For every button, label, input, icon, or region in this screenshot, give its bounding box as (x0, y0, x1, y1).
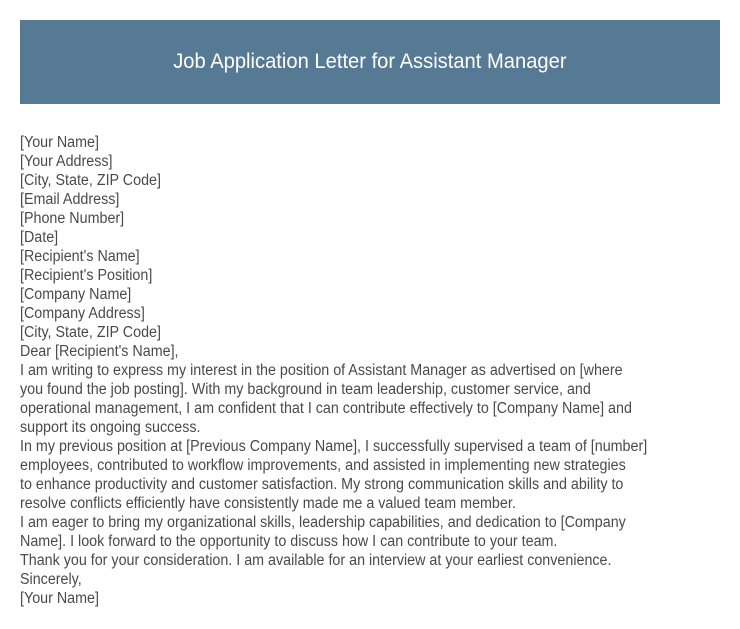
sender-name: [Your Name] (20, 134, 99, 151)
letter-body (20, 133, 730, 608)
sender-address: [Your Address] (20, 153, 113, 170)
recipient-block (20, 247, 730, 342)
closing: Sincerely, (20, 571, 82, 588)
paragraph-line: you found the job posting]. With my background in team leadership, customer service, and (20, 381, 591, 398)
paragraph-line: I am eager to bring my organizational skills, leadership capabilities, and dedication to [Company (20, 514, 626, 531)
paragraph-motivation (20, 513, 730, 551)
paragraph-line: I am writing to express my interest in the position of Assistant Manager as advertised on [where (20, 362, 623, 379)
sender-phone: [Phone Number] (20, 210, 125, 227)
recipient-company-address: [Company Address] (20, 305, 145, 322)
sender-email: [Email Address] (20, 191, 120, 208)
recipient-name: [Recipient's Name] (20, 248, 140, 265)
paragraph-line: resolve conflicts efficiently have consistently made me a valued team member. (20, 495, 516, 512)
salutation: Dear [Recipient's Name], (20, 343, 179, 360)
paragraph-experience (20, 437, 730, 513)
paragraph-line: operational management, I am confident that I can contribute effectively to [Company Name] and (20, 400, 632, 417)
page-title: Job Application Letter for Assistant Manager (173, 50, 567, 73)
paragraph-line: Name]. I look forward to the opportunity to discuss how I can contribute to your team. (20, 533, 558, 550)
paragraph-line: In my previous position at [Previous Company Name], I successfully supervised a team of [number] (20, 438, 648, 455)
paragraph-line: employees, contributed to workflow improvements, and assisted in implementing new strategies (20, 457, 626, 474)
letter-date: [Date] (20, 229, 59, 246)
recipient-company-name: [Company Name] (20, 286, 132, 303)
paragraph-line: to enhance productivity and customer satisfaction. My strong communication skills and ability to (20, 476, 624, 493)
sender-block (20, 133, 730, 247)
paragraph-line: Thank you for your consideration. I am available for an interview at your earliest convenience. (20, 552, 612, 569)
sender-city-state-zip: [City, State, ZIP Code] (20, 172, 161, 189)
paragraph-introduction (20, 361, 730, 437)
signature: [Your Name] (20, 590, 99, 607)
recipient-position: [Recipient's Position] (20, 267, 153, 284)
letter-header-banner (20, 20, 720, 104)
paragraph-line: support its ongoing success. (20, 419, 201, 436)
paragraph-thanks (20, 551, 730, 570)
recipient-city-state-zip: [City, State, ZIP Code] (20, 324, 161, 341)
